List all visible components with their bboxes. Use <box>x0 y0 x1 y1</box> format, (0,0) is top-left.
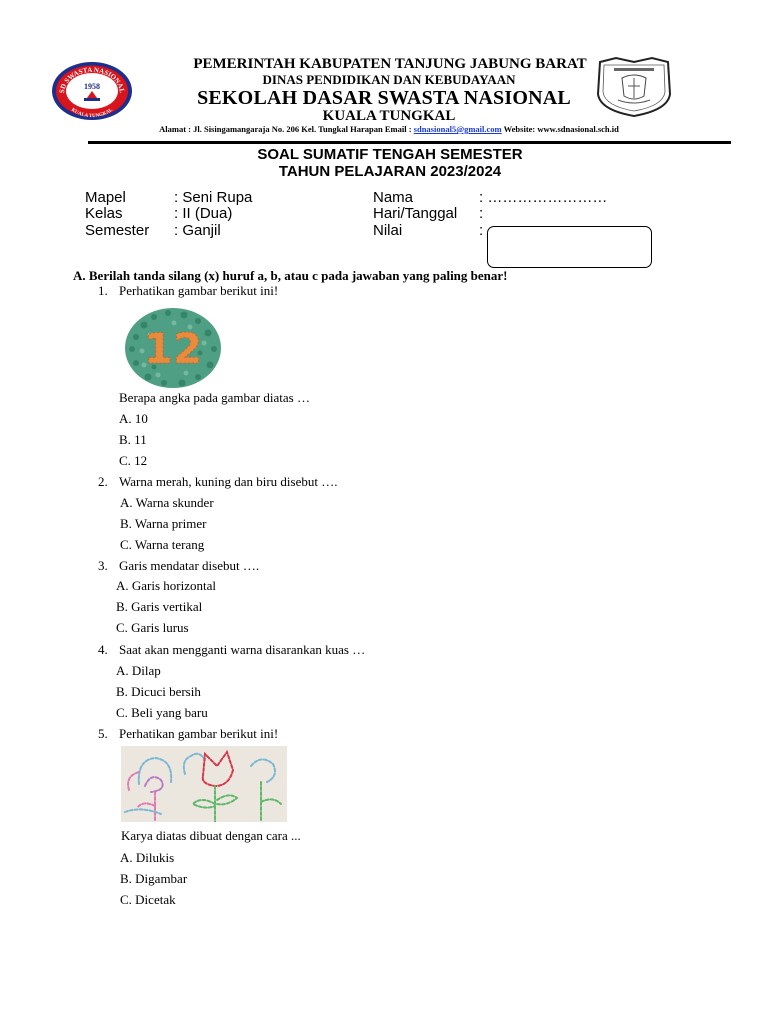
question-4-option-a[interactable]: A. Dilap <box>116 663 161 678</box>
question-5-option-c[interactable]: C. Dicetak <box>120 892 176 907</box>
question-5-number: 5. <box>98 726 108 741</box>
hari-tanggal-field[interactable]: : <box>479 205 484 222</box>
address-text: Alamat : Jl. Sisingamangaraja No. 206 Kel. Tungkal Harapan Email : <box>159 124 412 134</box>
question-4-option-b[interactable]: B. Dicuci bersih <box>116 684 201 699</box>
question-2-text: Warna merah, kuning dan biru disebut …. <box>119 474 338 489</box>
school-name: SEKOLAH DASAR SWASTA NASIONAL <box>197 87 571 109</box>
question-5-option-a[interactable]: A. Dilukis <box>120 850 175 865</box>
question-2-option-b[interactable]: B. Warna primer <box>120 516 207 531</box>
plate-number: 12 <box>143 324 203 373</box>
question-1-option-b[interactable]: B. 11 <box>119 432 147 447</box>
question-5-prompt: Karya diatas dibuat dengan cara ... <box>121 828 301 843</box>
question-2-option-c[interactable]: C. Warna terang <box>120 537 205 552</box>
section-a-instruction: A. Berilah tanda silang (x) huruf a, b, atau c pada jawaban yang paling benar! <box>73 268 508 283</box>
question-1-text: Perhatikan gambar berikut ini! <box>119 283 279 298</box>
question-1-number: 1. <box>98 283 108 298</box>
color-blindness-plate-image <box>124 307 222 389</box>
school-address <box>0 124 768 134</box>
kelas-value: : II (Dua) <box>174 205 233 222</box>
question-3-option-a[interactable]: A. Garis horizontal <box>116 578 217 593</box>
question-3-option-c[interactable]: C. Garis lurus <box>116 620 189 635</box>
semester-value: : Ganjil <box>174 222 221 239</box>
header-department: DINAS PENDIDIKAN DAN KEBUDAYAAN <box>262 72 516 87</box>
nama-field[interactable]: : …………………… <box>479 189 608 206</box>
logo-left-bottom-text: KUALA TUNGKAL <box>70 107 114 120</box>
logo-left-year: 1958 <box>84 82 100 91</box>
question-5-option-b[interactable]: B. Digambar <box>120 871 188 886</box>
question-1-option-c[interactable]: C. 12 <box>119 453 148 468</box>
kelas-label: Kelas <box>85 205 123 222</box>
question-1-option-a[interactable]: A. 10 <box>119 411 148 426</box>
exam-title: SOAL SUMATIF TENGAH SEMESTER <box>257 146 523 163</box>
school-city: KUALA TUNGKAL <box>322 108 456 124</box>
nama-label: Nama <box>373 189 414 206</box>
question-3-number: 3. <box>98 558 108 573</box>
logo-left-arc-text: SD SWASTA NASIONAL <box>57 65 127 94</box>
question-4-text: Saat akan mengganti warna disarankan kuas … <box>119 642 366 657</box>
website-text: Website: www.sdnasional.sch.id <box>503 124 619 134</box>
flower-print-image <box>121 746 287 822</box>
exam-year: TAHUN PELAJARAN 2023/2024 <box>278 163 502 180</box>
question-4-number: 4. <box>98 642 108 657</box>
header-divider <box>88 141 731 144</box>
question-1-prompt: Berapa angka pada gambar diatas … <box>119 390 310 405</box>
nilai-label: Nilai <box>373 222 403 239</box>
score-box[interactable] <box>487 226 652 268</box>
nilai-colon: : <box>479 222 484 239</box>
question-2-number: 2. <box>98 474 108 489</box>
email-link[interactable]: sdnasional5@gmail.com <box>413 124 502 134</box>
mapel-label: Mapel <box>85 189 126 206</box>
question-3-option-b[interactable]: B. Garis vertikal <box>116 599 203 614</box>
question-5-text: Perhatikan gambar berikut ini! <box>119 726 279 741</box>
question-4-option-c[interactable]: C. Beli yang baru <box>116 705 208 720</box>
mapel-value: : Seni Rupa <box>174 189 253 206</box>
semester-label: Semester <box>85 222 150 239</box>
question-2-option-a[interactable]: A. Warna skunder <box>120 495 214 510</box>
hari-tanggal-label: Hari/Tanggal <box>373 205 458 222</box>
header-government: PEMERINTAH KABUPATEN TANJUNG JABUNG BARAT <box>193 56 587 72</box>
question-3-text: Garis mendatar disebut …. <box>119 558 260 573</box>
